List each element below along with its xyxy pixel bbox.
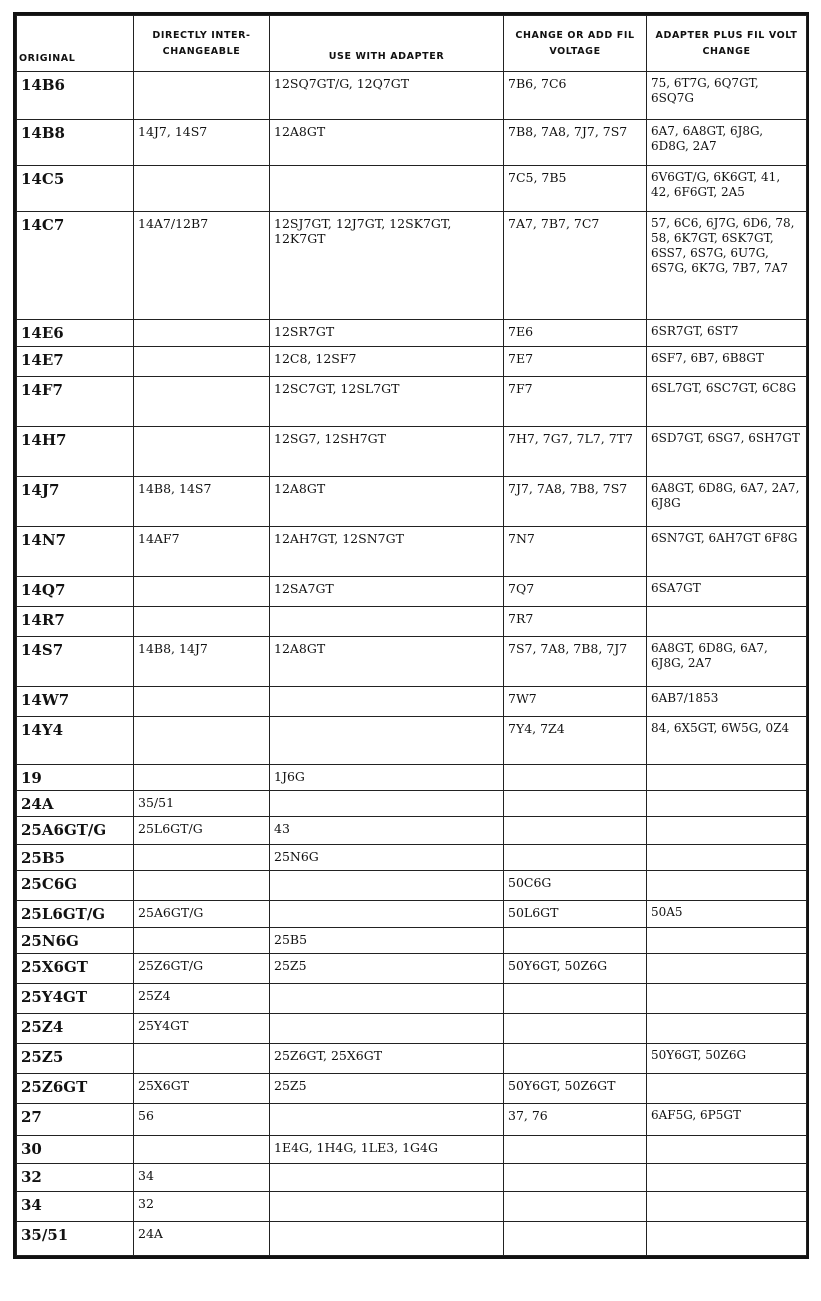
cell-original: 25Z5 — [17, 1044, 134, 1074]
cell-directly-interchangeable — [134, 1136, 270, 1164]
cell-directly-interchangeable: 25Z4 — [134, 984, 270, 1014]
cell-original: 14J7 — [17, 477, 134, 527]
cell-adapter-plus-fil-volt: 6A8GT, 6D8G, 6A7, 2A7, 6J8G — [647, 477, 807, 527]
cell-directly-interchangeable: 14B8, 14S7 — [134, 477, 270, 527]
cell-adapter-plus-fil-volt — [647, 791, 807, 817]
cell-adapter-plus-fil-volt — [647, 607, 807, 637]
cell-directly-interchangeable — [134, 347, 270, 377]
table-row — [17, 320, 807, 347]
cell-change-fil-voltage: 7Q7 — [504, 577, 647, 607]
cell-change-fil-voltage: 7F7 — [504, 377, 647, 427]
cell-directly-interchangeable — [134, 1044, 270, 1074]
cell-use-with-adapter: 1E4G, 1H4G, 1LE3, 1G4G — [270, 1136, 504, 1164]
cell-original: 14R7 — [17, 607, 134, 637]
cell-use-with-adapter: 12A8GT — [270, 637, 504, 687]
cell-adapter-plus-fil-volt: 6SF7, 6B7, 6B8GT — [647, 347, 807, 377]
cell-use-with-adapter: 12C8, 12SF7 — [270, 347, 504, 377]
cell-original: 27 — [17, 1104, 134, 1136]
cell-directly-interchangeable: 25L6GT/G — [134, 817, 270, 845]
table-row — [17, 687, 807, 717]
cell-adapter-plus-fil-volt — [647, 1192, 807, 1222]
cell-change-fil-voltage: 7B8, 7A8, 7J7, 7S7 — [504, 120, 647, 166]
cell-use-with-adapter: 12A8GT — [270, 120, 504, 166]
cell-directly-interchangeable — [134, 320, 270, 347]
cell-change-fil-voltage: 7N7 — [504, 527, 647, 577]
cell-use-with-adapter — [270, 1104, 504, 1136]
cell-change-fil-voltage: 50L6GT — [504, 901, 647, 928]
header-directly-interchangeable: DIRECTLY INTER-CHANGEABLE — [134, 16, 270, 72]
cell-use-with-adapter: 12SQ7GT/G, 12Q7GT — [270, 72, 504, 120]
cell-directly-interchangeable — [134, 427, 270, 477]
cell-original: 25A6GT/G — [17, 817, 134, 845]
table-row — [17, 791, 807, 817]
cell-directly-interchangeable: 25Z6GT/G — [134, 954, 270, 984]
cell-directly-interchangeable — [134, 166, 270, 212]
cell-original: 32 — [17, 1164, 134, 1192]
cell-change-fil-voltage: 7J7, 7A8, 7B8, 7S7 — [504, 477, 647, 527]
table-row — [17, 1192, 807, 1222]
cell-original: 25Z6GT — [17, 1074, 134, 1104]
cell-use-with-adapter: 25B5 — [270, 928, 504, 954]
cell-original: 34 — [17, 1192, 134, 1222]
table-row — [17, 120, 807, 166]
cell-original: 25Z4 — [17, 1014, 134, 1044]
cell-change-fil-voltage: 7B6, 7C6 — [504, 72, 647, 120]
header-original: ORIGINAL — [17, 16, 134, 72]
tube-substitution-sheet — [13, 12, 809, 1259]
cell-original: 14W7 — [17, 687, 134, 717]
cell-use-with-adapter — [270, 687, 504, 717]
cell-change-fil-voltage — [504, 765, 647, 791]
cell-original: 25N6G — [17, 928, 134, 954]
cell-adapter-plus-fil-volt: 84, 6X5GT, 6W5G, 0Z4 — [647, 717, 807, 765]
tube-substitution-table — [16, 15, 807, 1256]
cell-original: 14C7 — [17, 212, 134, 320]
cell-directly-interchangeable: 35/51 — [134, 791, 270, 817]
cell-directly-interchangeable: 25Y4GT — [134, 1014, 270, 1044]
cell-original: 14E6 — [17, 320, 134, 347]
cell-original: 25Y4GT — [17, 984, 134, 1014]
cell-directly-interchangeable — [134, 607, 270, 637]
table-row — [17, 845, 807, 871]
cell-use-with-adapter: 25Z5 — [270, 954, 504, 984]
cell-change-fil-voltage: 7H7, 7G7, 7L7, 7T7 — [504, 427, 647, 477]
cell-directly-interchangeable — [134, 845, 270, 871]
cell-adapter-plus-fil-volt: 6A8GT, 6D8G, 6A7, 6J8G, 2A7 — [647, 637, 807, 687]
table-row — [17, 377, 807, 427]
cell-use-with-adapter — [270, 1222, 504, 1256]
cell-change-fil-voltage — [504, 791, 647, 817]
cell-original: 14S7 — [17, 637, 134, 687]
cell-use-with-adapter: 25N6G — [270, 845, 504, 871]
cell-change-fil-voltage — [504, 1014, 647, 1044]
cell-change-fil-voltage: 50Y6GT, 50Z6G — [504, 954, 647, 984]
table-row — [17, 1164, 807, 1192]
cell-use-with-adapter: 12SC7GT, 12SL7GT — [270, 377, 504, 427]
cell-adapter-plus-fil-volt — [647, 1164, 807, 1192]
table-body — [17, 72, 807, 1256]
cell-directly-interchangeable: 32 — [134, 1192, 270, 1222]
cell-change-fil-voltage: 7Y4, 7Z4 — [504, 717, 647, 765]
header-adapter-plus-fil-volt: ADAPTER PLUS FIL VOLT CHANGE — [647, 16, 807, 72]
header-use-with-adapter: USE WITH ADAPTER — [270, 16, 504, 72]
cell-directly-interchangeable: 25X6GT — [134, 1074, 270, 1104]
table-row — [17, 901, 807, 928]
cell-change-fil-voltage: 50C6G — [504, 871, 647, 901]
table-row — [17, 1014, 807, 1044]
table-row — [17, 984, 807, 1014]
cell-directly-interchangeable: 14J7, 14S7 — [134, 120, 270, 166]
cell-directly-interchangeable — [134, 72, 270, 120]
cell-use-with-adapter: 25Z5 — [270, 1074, 504, 1104]
cell-change-fil-voltage: 50Y6GT, 50Z6GT — [504, 1074, 647, 1104]
cell-use-with-adapter: 25Z6GT, 25X6GT — [270, 1044, 504, 1074]
cell-adapter-plus-fil-volt: 50Y6GT, 50Z6G — [647, 1044, 807, 1074]
cell-directly-interchangeable: 56 — [134, 1104, 270, 1136]
cell-adapter-plus-fil-volt — [647, 984, 807, 1014]
cell-use-with-adapter: 12AH7GT, 12SN7GT — [270, 527, 504, 577]
cell-adapter-plus-fil-volt — [647, 817, 807, 845]
cell-original: 14N7 — [17, 527, 134, 577]
cell-original: 25C6G — [17, 871, 134, 901]
cell-adapter-plus-fil-volt: 6AF5G, 6P5GT — [647, 1104, 807, 1136]
cell-use-with-adapter — [270, 871, 504, 901]
cell-directly-interchangeable — [134, 717, 270, 765]
cell-use-with-adapter — [270, 901, 504, 928]
table-row — [17, 1104, 807, 1136]
cell-directly-interchangeable: 14AF7 — [134, 527, 270, 577]
cell-directly-interchangeable — [134, 871, 270, 901]
cell-original: 35/51 — [17, 1222, 134, 1256]
cell-adapter-plus-fil-volt — [647, 871, 807, 901]
cell-original: 14B6 — [17, 72, 134, 120]
cell-original: 14Y4 — [17, 717, 134, 765]
cell-change-fil-voltage — [504, 1136, 647, 1164]
table-row — [17, 954, 807, 984]
cell-use-with-adapter — [270, 717, 504, 765]
cell-change-fil-voltage: 7E7 — [504, 347, 647, 377]
table-row — [17, 1074, 807, 1104]
cell-adapter-plus-fil-volt: 6SN7GT, 6AH7GT 6F8G — [647, 527, 807, 577]
cell-use-with-adapter — [270, 1164, 504, 1192]
cell-directly-interchangeable — [134, 577, 270, 607]
table-row — [17, 717, 807, 765]
cell-use-with-adapter — [270, 791, 504, 817]
cell-original: 30 — [17, 1136, 134, 1164]
cell-adapter-plus-fil-volt: 6SD7GT, 6SG7, 6SH7GT — [647, 427, 807, 477]
cell-adapter-plus-fil-volt: 6SR7GT, 6ST7 — [647, 320, 807, 347]
cell-change-fil-voltage — [504, 817, 647, 845]
cell-original: 25X6GT — [17, 954, 134, 984]
cell-adapter-plus-fil-volt: 6V6GT/G, 6K6GT, 41, 42, 6F6GT, 2A5 — [647, 166, 807, 212]
cell-adapter-plus-fil-volt: 6A7, 6A8GT, 6J8G, 6D8G, 2A7 — [647, 120, 807, 166]
cell-change-fil-voltage: 37, 76 — [504, 1104, 647, 1136]
cell-adapter-plus-fil-volt — [647, 1074, 807, 1104]
cell-original: 25L6GT/G — [17, 901, 134, 928]
cell-original: 25B5 — [17, 845, 134, 871]
cell-directly-interchangeable — [134, 928, 270, 954]
cell-use-with-adapter: 12SA7GT — [270, 577, 504, 607]
cell-original: 14H7 — [17, 427, 134, 477]
table-row — [17, 871, 807, 901]
table-row — [17, 577, 807, 607]
cell-original: 19 — [17, 765, 134, 791]
cell-use-with-adapter: 12SJ7GT, 12J7GT, 12SK7GT, 12K7GT — [270, 212, 504, 320]
cell-change-fil-voltage — [504, 1192, 647, 1222]
cell-original: 14E7 — [17, 347, 134, 377]
cell-adapter-plus-fil-volt: 6SL7GT, 6SC7GT, 6C8G — [647, 377, 807, 427]
cell-directly-interchangeable — [134, 765, 270, 791]
cell-adapter-plus-fil-volt — [647, 1136, 807, 1164]
table-row — [17, 166, 807, 212]
cell-adapter-plus-fil-volt — [647, 1222, 807, 1256]
cell-original: 24A — [17, 791, 134, 817]
cell-directly-interchangeable — [134, 377, 270, 427]
cell-adapter-plus-fil-volt: 6SA7GT — [647, 577, 807, 607]
cell-use-with-adapter: 12SG7, 12SH7GT — [270, 427, 504, 477]
cell-original: 14B8 — [17, 120, 134, 166]
table-row — [17, 765, 807, 791]
cell-use-with-adapter: 12SR7GT — [270, 320, 504, 347]
table-row — [17, 1222, 807, 1256]
table-row — [17, 427, 807, 477]
table-row — [17, 1044, 807, 1074]
cell-adapter-plus-fil-volt — [647, 1014, 807, 1044]
cell-adapter-plus-fil-volt — [647, 765, 807, 791]
cell-adapter-plus-fil-volt: 50A5 — [647, 901, 807, 928]
cell-change-fil-voltage — [504, 928, 647, 954]
cell-change-fil-voltage — [504, 1044, 647, 1074]
table-row — [17, 607, 807, 637]
cell-change-fil-voltage: 7C5, 7B5 — [504, 166, 647, 212]
cell-original: 14F7 — [17, 377, 134, 427]
cell-directly-interchangeable: 14B8, 14J7 — [134, 637, 270, 687]
cell-change-fil-voltage: 7E6 — [504, 320, 647, 347]
table-row — [17, 477, 807, 527]
cell-adapter-plus-fil-volt: 75, 6T7G, 6Q7GT, 6SQ7G — [647, 72, 807, 120]
cell-change-fil-voltage: 7R7 — [504, 607, 647, 637]
cell-directly-interchangeable: 34 — [134, 1164, 270, 1192]
cell-change-fil-voltage — [504, 984, 647, 1014]
table-row — [17, 928, 807, 954]
header-row — [17, 16, 807, 72]
cell-use-with-adapter — [270, 1192, 504, 1222]
cell-use-with-adapter: 43 — [270, 817, 504, 845]
cell-use-with-adapter — [270, 607, 504, 637]
table-row — [17, 72, 807, 120]
cell-use-with-adapter — [270, 1014, 504, 1044]
cell-directly-interchangeable: 14A7/12B7 — [134, 212, 270, 320]
table-row — [17, 817, 807, 845]
table-row — [17, 212, 807, 320]
cell-use-with-adapter — [270, 984, 504, 1014]
header-change-fil-voltage: CHANGE OR ADD FIL VOLTAGE — [504, 16, 647, 72]
cell-change-fil-voltage: 7W7 — [504, 687, 647, 717]
cell-use-with-adapter: 1J6G — [270, 765, 504, 791]
cell-original: 14C5 — [17, 166, 134, 212]
cell-use-with-adapter: 12A8GT — [270, 477, 504, 527]
cell-use-with-adapter — [270, 166, 504, 212]
cell-adapter-plus-fil-volt: 6AB7/1853 — [647, 687, 807, 717]
table-row — [17, 1136, 807, 1164]
cell-adapter-plus-fil-volt: 57, 6C6, 6J7G, 6D6, 78, 58, 6K7GT, 6SK7GT, 6SS7, 6S7G, 6U7G, 6S7G, 6K7G, 7B7, 7A7 — [647, 212, 807, 320]
cell-adapter-plus-fil-volt — [647, 845, 807, 871]
cell-original: 14Q7 — [17, 577, 134, 607]
cell-adapter-plus-fil-volt — [647, 954, 807, 984]
table-row — [17, 527, 807, 577]
cell-change-fil-voltage — [504, 1164, 647, 1192]
cell-change-fil-voltage: 7A7, 7B7, 7C7 — [504, 212, 647, 320]
table-row — [17, 347, 807, 377]
table-row — [17, 637, 807, 687]
cell-change-fil-voltage — [504, 845, 647, 871]
cell-change-fil-voltage — [504, 1222, 647, 1256]
cell-directly-interchangeable: 24A — [134, 1222, 270, 1256]
cell-change-fil-voltage: 7S7, 7A8, 7B8, 7J7 — [504, 637, 647, 687]
cell-adapter-plus-fil-volt — [647, 928, 807, 954]
cell-directly-interchangeable: 25A6GT/G — [134, 901, 270, 928]
cell-directly-interchangeable — [134, 687, 270, 717]
